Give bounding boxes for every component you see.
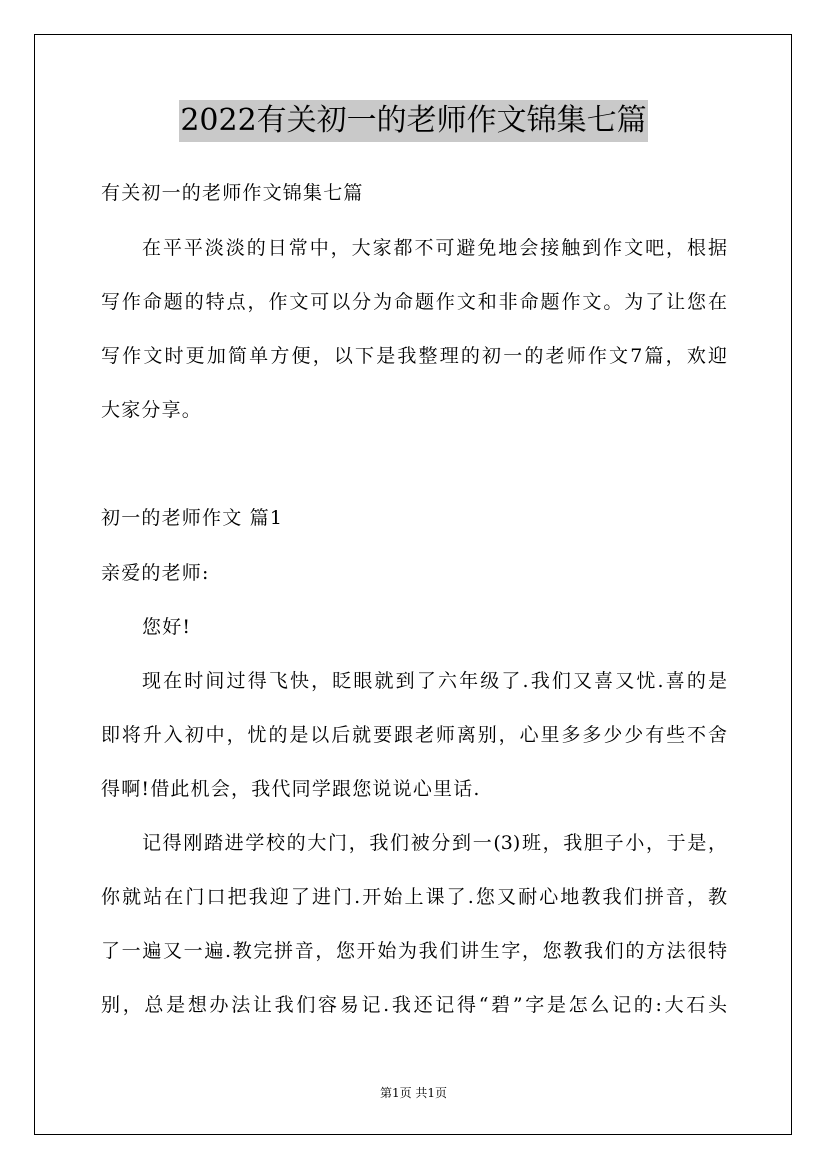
greeting: 您好! xyxy=(142,616,192,638)
document-subtitle: 有关初一的老师作文锦集七篇 xyxy=(101,182,364,204)
salutation: 亲爱的老师: xyxy=(101,562,210,584)
paragraph-line: 得啊!借此机会，我代同学跟您说说心里话. xyxy=(101,778,481,800)
title-container xyxy=(0,100,827,142)
intro-line: 在平平淡淡的日常中，大家都不可避免地会接触到作文吧，根据 xyxy=(142,237,727,259)
paragraph-line: 别，总是想办法让我们容易记.我还记得“碧”字是怎么记的:大石头 xyxy=(101,994,727,1016)
paragraph-line: 了一遍又一遍.教完拼音，您开始为我们讲生字，您教我们的方法很特 xyxy=(101,940,727,962)
intro-line: 大家分享。 xyxy=(101,399,203,421)
paragraph-line: 现在时间过得飞快，眨眼就到了六年级了.我们又喜又忧.喜的是 xyxy=(142,670,727,692)
intro-line: 写作文时更加简单方便，以下是我整理的初一的老师作文7篇，欢迎 xyxy=(101,345,727,367)
document-title: 2022有关初一的老师作文锦集七篇 xyxy=(179,100,647,142)
paragraph-line: 你就站在门口把我迎了进门.开始上课了.您又耐心地教我们拼音，教 xyxy=(101,886,727,908)
paragraph-line: 即将升入初中，忧的是以后就要跟老师离别，心里多多少少有些不舍 xyxy=(101,724,727,746)
page-footer: 第1页 共1页 xyxy=(379,1086,448,1100)
paragraph-line: 记得刚踏进学校的大门，我们被分到一(3)班，我胆子小，于是， xyxy=(142,832,727,854)
section-heading: 初一的老师作文 篇1 xyxy=(101,507,284,529)
intro-line: 写作命题的特点，作文可以分为命题作文和非命题作文。为了让您在 xyxy=(101,291,727,313)
